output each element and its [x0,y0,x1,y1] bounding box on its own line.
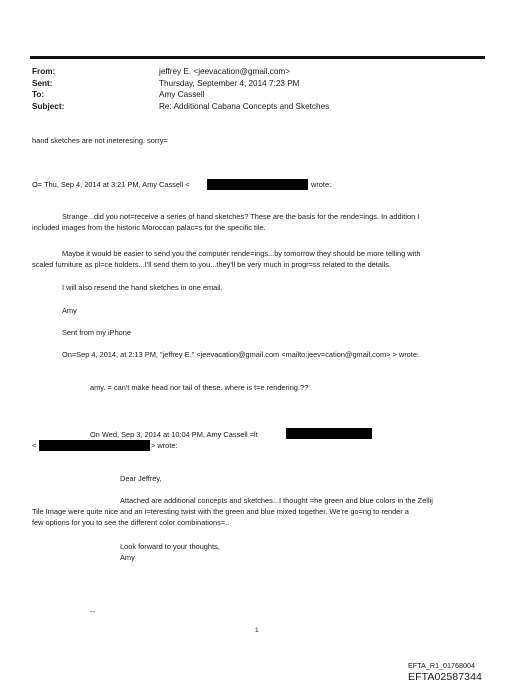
to-value: Amy Cassell [159,90,205,100]
redaction-block [39,440,150,451]
redaction-block [207,179,308,190]
paragraph-1-line-2: included images from the historic Moroccan palac=s for the specific tile. [32,223,266,232]
from-label: From: [32,67,56,76]
to-label: To: [32,90,45,100]
sent-from-iphone: Sent from my iPhone [62,328,132,337]
subject-value: Re: Additional Cabana Concepts and Sketches [159,101,330,111]
separator-dashes: -- [90,607,95,616]
email-header [32,66,329,112]
subject-row [32,101,329,113]
quote3-prefix: On Wed, Sep 3, 2014 at 10:04 PM, Amy Cassell =lt [90,430,258,439]
page-number: 1 [255,627,259,634]
sent-label: Sent: [32,78,53,88]
sent-value: Thursday, September 4, 2014 7:23 PM [159,78,300,88]
document-id-small: EFTA_R1_01768004 [408,661,475,670]
to-row [32,89,329,101]
document-id-large: EFTA02587344 [408,671,482,683]
header-rule [30,56,485,59]
paragraph-3: I will also resend the hand sketches in one email. [62,283,223,292]
signature-amy: Amy [62,306,77,315]
quote1-suffix: wrote: [311,180,332,189]
quote2-line: On=Sep 4, 2014, at 2:13 PM, "jeffrey E." <jeevacation@gmail.com <mailto:jeev=cation@gmail.com> > wrote: [62,350,419,359]
closing-name: Amy [120,553,135,562]
paragraph-4-line-2: Tile Image were quite nice and an i=teresting twist with the green and blue mixed together. We're go=ng to render a [32,507,409,516]
quote1-prefix: O= Thu, Sep 4, 2014 at 3:21 PM, Amy Cassell < [32,180,190,189]
salutation: Dear Jeffrey, [120,474,162,483]
quote3-suffix: > wrote: [151,441,178,450]
quote3-lt: < [32,441,37,450]
closing-line: Look forward to your thoughts, [120,542,220,551]
subject-label: Subject: [32,101,65,111]
sent-row [32,78,329,90]
paragraph-4-line-3: few options for you to see the different color combinations=.. [32,518,230,527]
reply-line: hand sketches are not ineteresing. sorry= [32,136,168,145]
paragraph-4-line-1: Attached are additional concepts and sketches...I thought =he green and blue colors in the Zellij [120,496,433,505]
from-value: jeffrey E. <jeevacation@gmail.com> [159,67,291,76]
from-row [32,66,329,78]
paragraph-1-line-1: Strange...did you not=receive a series of hand sketches? These are the basis for the rende=ings. In addition I [62,212,420,221]
paragraph-2-line-2: scaled furniture as pl=ce holders...I'll send them to you...they'll be very much in progr=ss related to the details. [32,260,391,269]
redaction-block [286,428,372,439]
paragraph-2-line-1: Maybe it would be easier to send you the computer rende=ings...by tomorrow they should be more telling with [62,249,421,258]
jeffrey-message: amy. = can't make head nor tail of these. where is t=e rendering.?? [90,383,309,392]
